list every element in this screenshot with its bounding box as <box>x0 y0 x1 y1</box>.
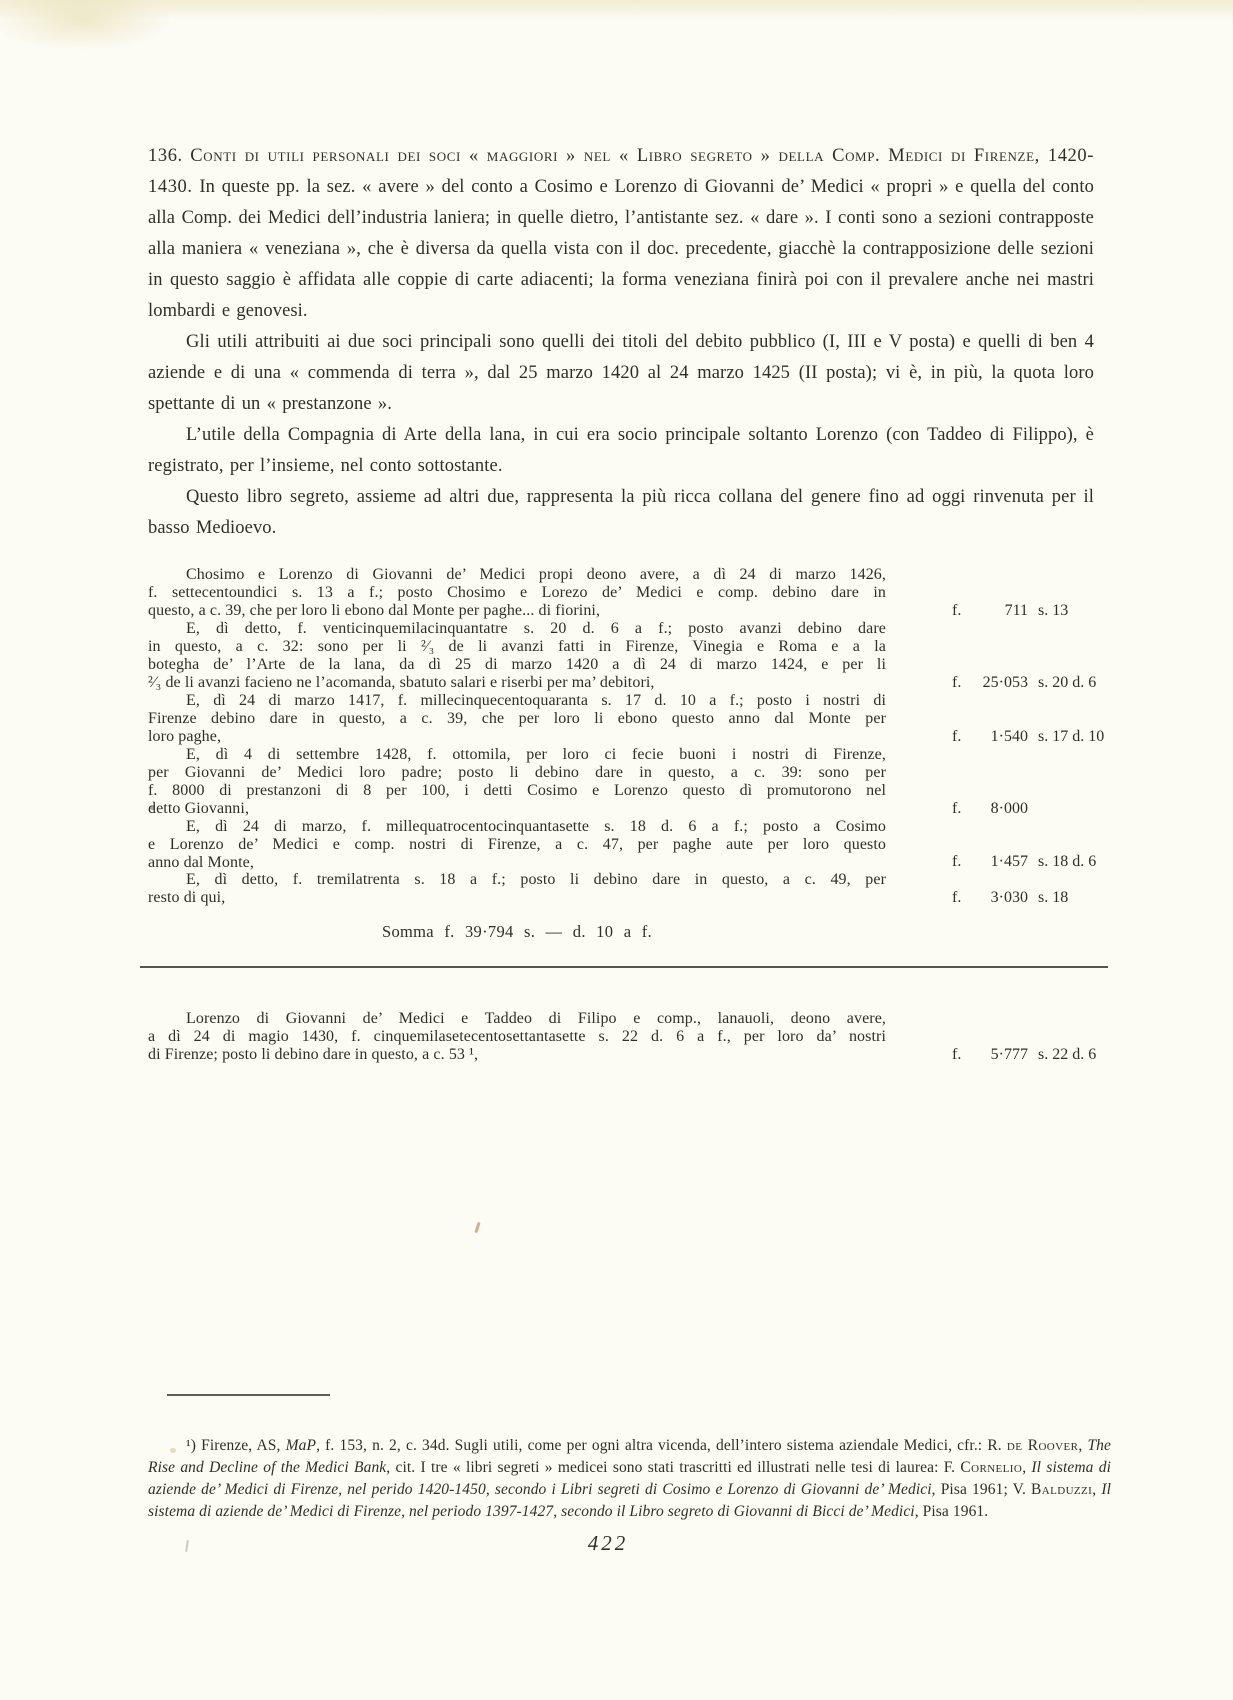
intro-paragraph-1 <box>148 141 1094 327</box>
entry-line: e Lorenzo de’ Medici e comp. nostri di Firenze, a c. 47, per paghe aute per loro questo <box>148 836 886 853</box>
amount-rest: s. 18 d. 6 <box>1038 853 1097 870</box>
entry-line: di Firenze; posto li debino dare in questo, a c. 53 ¹, <box>148 1046 479 1063</box>
footnote-rule <box>167 1394 330 1396</box>
intro-paragraph-3: L’utile della Compagnia di Arte della lana, in cui era socio principale soltanto Lorenzo (con Taddeo di Filippo), è registrato, per l’insieme, nel conto sottostante. <box>148 425 1094 476</box>
amount-value: 711 <box>1004 602 1028 619</box>
entry-line: botegha de’ l’Arte de la lana, da dì 25 di marzo 1420 a dì 24 di marzo 1424, e per li <box>148 656 886 673</box>
ledger-entry-6 <box>148 871 886 907</box>
amount-value: 8·000 <box>990 800 1028 817</box>
footnote-text: ¹) Firenze, AS, <box>186 1436 286 1454</box>
ledger-entry-2 <box>148 620 886 692</box>
ledger-amount-2 <box>952 674 1128 692</box>
entry-line: E, dì detto, f. venticinquemilacinquantatre s. 20 d. 6 a f.; posto avanzi debino dare <box>186 620 886 637</box>
amount-rest: s. 22 d. 6 <box>1038 1046 1097 1063</box>
footnote-author: Balduzzi <box>1031 1480 1093 1498</box>
amount-value: 1·457 <box>990 853 1028 870</box>
entry-line: anno dal Monte, <box>148 854 254 871</box>
entry-line: Firenze debino dare in questo, a c. 39, che per loro li ebono questo anno dal Monte per <box>148 710 886 727</box>
amount-value: 3·030 <box>990 889 1028 906</box>
scan-edge-tint <box>0 0 1233 20</box>
entry-line: Lorenzo di Giovanni de’ Medici e Taddeo di Filipo e comp., lanauoli, deono avere, <box>186 1010 886 1027</box>
entry-line: E, dì 24 di marzo 1417, f. millecinquecentoquaranta s. 17 d. 10 a f.; posto i nostri di <box>186 692 886 709</box>
entry-line: ²⁄₃ de li avanzi facieno ne l’acomanda, sbatuto salari e riserbi per ma’ debitori, <box>148 674 655 691</box>
doc-heading: Conti di utili personali dei soci « maggiori » nel « Libro segreto » della Comp. Medici di Firenze, 1420-1430. <box>148 146 1095 197</box>
footnote-book-title: The Rise and Decline of the Medici Bank <box>148 1436 1111 1476</box>
entry-line: E, dì 24 di marzo, f. millequatrocentocinquantasette s. 18 d. 6 a f.; posto a Cosimo <box>186 818 886 835</box>
amount-value: 5·777 <box>990 1046 1028 1063</box>
footnote-text: , <box>1022 1458 1032 1476</box>
ledger-entry-4 <box>148 746 886 818</box>
ledger-entry-5 <box>148 818 886 872</box>
footnote-thesis-title: Il sistema di aziende de’ Medici di Firenze, nel perido 1420-1450, secondo i Libri segreti di Cosimo e Lorenzo di Giovanni de’ Medici <box>148 1458 1112 1498</box>
entry-line: resto di qui, <box>148 889 226 906</box>
entry-line: a dì 24 di magio 1430, f. cinquemilasetecentosettantasette s. 22 d. 6 a f., per loro da’ nostri <box>148 1028 886 1045</box>
entry-line: E, dì 4 di settembre 1428, f. ottomila, per loro ci fecie buoni i nostri di Firenze, <box>186 746 886 763</box>
footnote <box>148 1435 1111 1523</box>
section-divider-rule <box>140 966 1108 968</box>
amount-value: 25·053 <box>982 674 1028 691</box>
page-number: 422 <box>587 1531 629 1555</box>
amount-unit: f. <box>952 674 962 691</box>
entry-line: E, dì detto, f. tremilatrenta s. 18 a f.; posto li debino dare in questo, a c. 49, per <box>186 871 886 888</box>
footnote-text: , cit. I tre « libri segreti » medicei sono stati trascritti ed illustrati nelle tesi di laurea: F. <box>386 1458 961 1476</box>
amount-rest: s. 13 <box>1038 602 1069 619</box>
entry-line: f. settecentoundici s. 13 a f.; posto Chosimo e Lorezo de’ Medici e comp. debino dare in <box>148 584 886 601</box>
footnote-text: , <box>1092 1480 1102 1498</box>
amount-value: 1·540 <box>990 728 1028 745</box>
amount-rest: s. 18 <box>1038 889 1069 906</box>
entry-line: Chosimo e Lorenzo di Giovanni de’ Medici propi deono avere, a dì 24 di marzo 1426, <box>186 566 886 583</box>
ledger-amount-1 <box>952 602 1128 620</box>
ledger-entry-7 <box>148 1010 886 1064</box>
intro-paragraph-4: Questo libro segreto, assieme ad altri due, rappresenta la più ricca collana del genere fino ad oggi rinvenuta per il basso Medioevo. <box>148 487 1094 538</box>
amount-unit: f. <box>952 602 962 619</box>
intro-body: In queste pp. la sez. « avere » del conto a Cosimo e Lorenzo di Giovanni de’ Medici « propri » e quella del conto alla Comp. dei Medici dell’industria laniera; in quelle dietro, l’antistante sez. « dare ». I conti sono a sezioni contrapposte alla maniera « veneziana », che è diversa da quella vista con il doc. precedente, giacchè la contrapposizione delle sezioni in questo saggio è affidata alle coppie di carte adiacenti; la forma veneziana finirà poi con il prevalere anche nei mastri lombardi e genovesi. <box>148 177 1094 321</box>
amount-rest: s. 20 d. 6 <box>1038 674 1097 691</box>
footnote-author: Cornelio <box>960 1458 1023 1476</box>
doc-number: 136. <box>148 146 183 166</box>
ledger-amount-3 <box>952 728 1128 746</box>
footnote-text: , f. 153, n. 2, c. 34d. Sugli utili, come per ogni altra vicenda, dell’intero sistema aziendale Medici, cfr.: R. <box>316 1436 1007 1454</box>
amount-rest: s. 17 d. 10 <box>1038 728 1105 745</box>
footnote-text: , Pisa 1961. <box>914 1502 989 1520</box>
somma-total-line: Somma f. 39·794 s. — d. 10 a f. <box>382 922 652 941</box>
entry-line: in questo, a c. 32: sono per li ²⁄₃ de li avanzi fatti in Firenze, Vinegia e Roma e a la <box>148 638 886 655</box>
entry-line: questo, a c. 39, che per loro li ebono dal Monte per paghe... di fiorini, <box>148 602 601 619</box>
ledger-entry-3 <box>148 692 886 746</box>
intro-text <box>148 141 1094 544</box>
scan-smudge <box>0 0 172 50</box>
footnote-author: de Roover <box>1006 1436 1079 1454</box>
ledger-amount-5 <box>952 853 1128 871</box>
ledger-amount-4 <box>952 800 1128 818</box>
ledger-amount-7 <box>952 1046 1128 1064</box>
amount-unit: f. <box>952 853 962 870</box>
footnote-text: , Pisa 1961; V. <box>931 1480 1032 1498</box>
amount-unit: f. <box>952 1046 962 1063</box>
amount-unit: f. <box>952 800 962 817</box>
ledger-amount-6 <box>952 889 1128 907</box>
entry-line: per Giovanni de’ Medici loro padre; posto li debino dare in questo, a c. 39: sono per <box>148 764 886 781</box>
ledger-entry-1 <box>148 566 886 620</box>
footnote-thesis-title: Il sistema di aziende de’ Medici di Firenze, nel periodo 1397-1427, secondo il Libro segreto di Giovanni di Bicci de’ Medici <box>148 1480 1111 1520</box>
entry-line: detto Giovanni, <box>148 800 250 817</box>
amount-unit: f. <box>952 889 962 906</box>
intro-paragraph-2: Gli utili attribuiti ai due soci principali sono quelli dei titoli del debito pubblico (I, III e V posta) e quelli di ben 4 aziende e di una « commenda di terra », dal 25 marzo 1420 al 24 marzo 1425 (II posta); vi è, in più, la quota loro spettante di un « prestanzone ». <box>148 332 1094 414</box>
amount-unit: f. <box>952 728 962 745</box>
footnote-archive-abbr: MaP <box>285 1436 317 1454</box>
footnote-text: , <box>1078 1436 1088 1454</box>
scan-speck <box>474 1222 480 1233</box>
entry-line: loro paghe, <box>148 728 222 745</box>
entry-line: f. 8000 di prestanzoni di 8 per 100, i detti Cosimo e Lorenzo questo dì promutorono nel <box>148 782 886 799</box>
